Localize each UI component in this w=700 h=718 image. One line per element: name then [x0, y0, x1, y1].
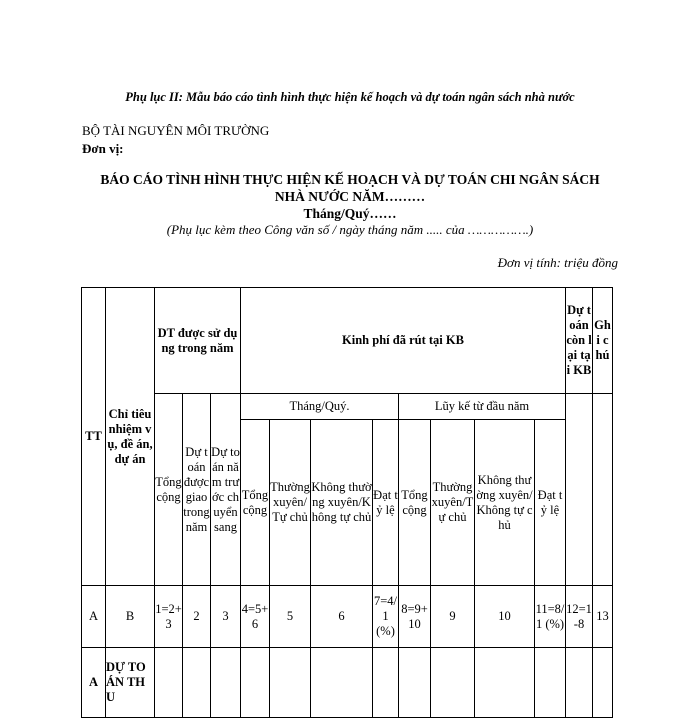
table-cell	[311, 648, 373, 718]
header-task: Chỉ tiêu nhiệm vụ, đề án, dự án	[106, 288, 155, 586]
index-cell: 7=4/1 (%)	[373, 586, 399, 648]
header-dt-assigned: Dự toán được giao trong năm	[183, 394, 211, 586]
header-dt-group: DT được sử dụng trong năm	[155, 288, 241, 394]
header-kb-group: Kinh phí đã rút tại KB	[241, 288, 566, 394]
index-cell: 1=2+3	[155, 586, 183, 648]
table-row	[82, 648, 613, 718]
header-ytd-rate: Đạt tỷ lệ	[535, 420, 566, 586]
header-dt-total: Tổng cộng	[155, 394, 183, 586]
index-cell: 8=9+10	[399, 586, 431, 648]
index-cell: 6	[311, 586, 373, 648]
index-cell: 13	[593, 586, 613, 648]
index-cell: 3	[211, 586, 241, 648]
header-remaining-cont	[566, 394, 593, 586]
index-cell: 9	[431, 586, 475, 648]
index-cell: 10	[475, 586, 535, 648]
header-month-irregular: Không thường xuyên/Không tự chủ	[311, 420, 373, 586]
table-cell	[566, 648, 593, 718]
table-cell	[593, 648, 613, 718]
table-cell	[535, 648, 566, 718]
header-month-group: Tháng/Quý.	[241, 394, 399, 420]
header-tt: TT	[82, 288, 106, 586]
index-row	[82, 586, 613, 648]
table-cell	[373, 648, 399, 718]
budget-report-table	[81, 287, 613, 718]
index-cell: 12=1-8	[566, 586, 593, 648]
header-month-total: Tổng cộng	[241, 420, 270, 586]
header-ytd-regular: Thường xuyên/Tự chủ	[431, 420, 475, 586]
header-ytd-group: Lũy kế từ đầu năm	[399, 394, 566, 420]
index-cell: 5	[270, 586, 311, 648]
header-note-cont	[593, 394, 613, 586]
appendix-title: Phụ lục II: Mẫu báo cáo tình hình thực hiện kế hoạch và dự toán ngân sách nhà nước	[125, 90, 575, 104]
header-month-rate: Đạt tỷ lệ	[373, 420, 399, 586]
header-note: Ghi chú	[593, 288, 613, 394]
table-cell	[475, 648, 535, 718]
header-month-regular: Thường xuyên/Tự chủ	[270, 420, 311, 586]
index-cell: B	[106, 586, 155, 648]
ministry-name: BỘ TÀI NGUYÊN MÔI TRƯỜNG	[82, 123, 270, 138]
table-cell	[155, 648, 183, 718]
header-dt-carried: Dự toán năm trước chuyển sang	[211, 394, 241, 586]
currency-unit: Đơn vị tính: triệu đồng	[497, 255, 618, 270]
table-cell	[431, 648, 475, 718]
table-cell	[241, 648, 270, 718]
header-ytd-total: Tổng cộng	[399, 420, 431, 586]
table-cell	[183, 648, 211, 718]
report-subtitle: (Phụ lục kèm theo Công văn số / ngày tháng năm ..... của …………….)	[166, 222, 534, 237]
index-cell: 4=5+6	[241, 586, 270, 648]
header-remaining: Dự toán còn lại tại KB	[566, 288, 593, 394]
table-cell	[399, 648, 431, 718]
report-period: Tháng/Quý……	[303, 206, 397, 221]
index-cell: A	[82, 586, 106, 648]
index-cell: 11=8/1 (%)	[535, 586, 566, 648]
header-ytd-irregular: Không thường xuyên/Không tự chủ	[475, 420, 535, 586]
report-title-line1: BÁO CÁO TÌNH HÌNH THỰC HIỆN KẾ HOẠCH VÀ DỰ TOÁN CHI NGÂN SÁCH	[100, 172, 600, 187]
unit-label: Đơn vị:	[82, 141, 124, 156]
table-cell	[270, 648, 311, 718]
index-cell: 2	[183, 586, 211, 648]
row-a-tt: A	[82, 648, 106, 718]
row-a-label: DỰ TOÁN THU	[106, 648, 155, 718]
report-title-line2: NHÀ NƯỚC NĂM………	[274, 189, 426, 204]
table-cell	[211, 648, 241, 718]
